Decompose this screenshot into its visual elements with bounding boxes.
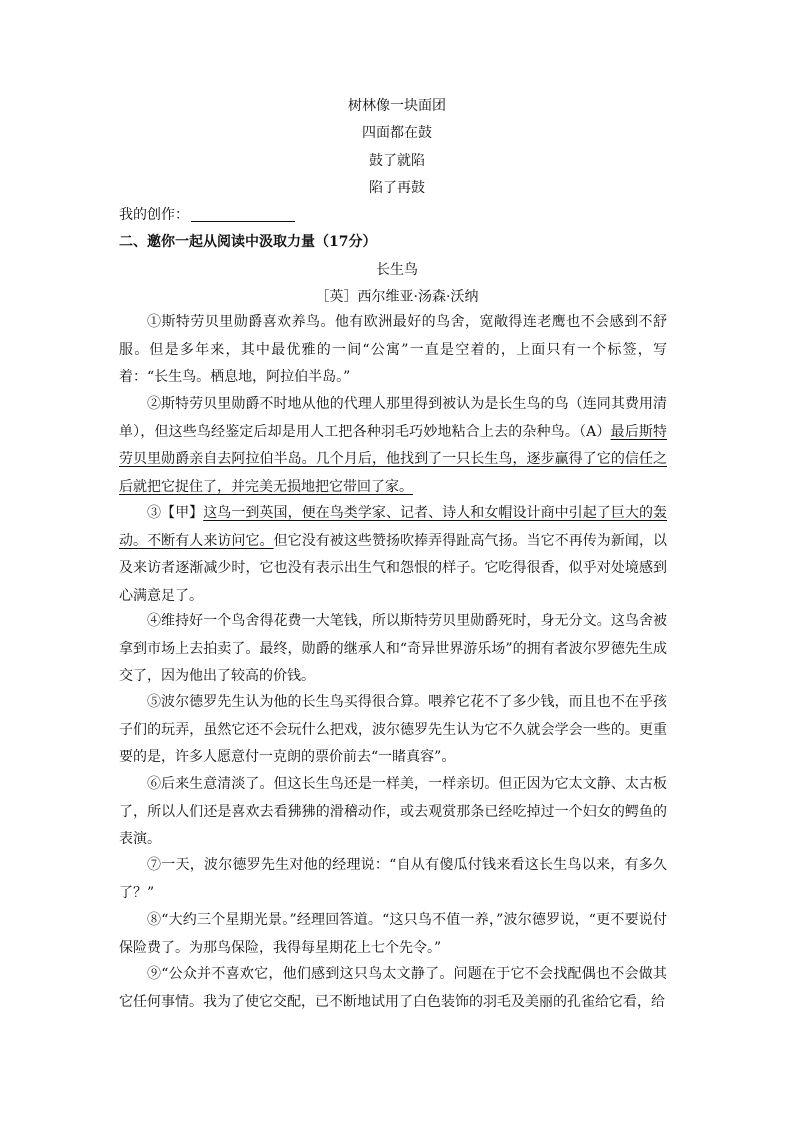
- paragraph-9: ⑨“公众并不喜欢它，他们感到这只鸟太文静了。问题在于它不会找配偶也不会做其它任何事情。我为了使它交配，已不断地试用了白色装饰的羽毛及美丽的孔雀给它看，给: [119, 966, 667, 1010]
- poem-line-1: 树林像一块面团: [348, 98, 446, 114]
- paragraph-4: ④维持好一个鸟舍得花费一大笔钱，所以斯特劳贝里勋爵死时，身无分文。这鸟舍被拿到市场上去拍卖了。最终，勋爵的继承人和“奇异世界游乐场”的拥有者波尔罗德先生成交了，因为他出了较高的价钱。: [119, 613, 667, 684]
- story-title: 长生鸟: [376, 262, 418, 278]
- creation-answer-blank[interactable]: [191, 207, 295, 222]
- paragraph-3-text: 但它没有被这些赞扬吹捧弄得趾高气扬。当它不再传为新闻，以及来访者逐渐减少时，它也没有表示出生气和怨恨的样子。它吃得很香，似乎对处境感到心满意足了。: [119, 532, 668, 604]
- paragraph-3: [119, 500, 667, 610]
- creation-label: 我的创作：: [119, 207, 189, 223]
- paragraph-7: ⑦一天，波尔德罗先生对他的经理说：“自从有傻瓜付钱来看这长生鸟以来，有多久了？”: [119, 857, 667, 901]
- paragraph-3-underlined-sentence: 这鸟一到英国，便在鸟类学家、记者、诗人和女帽设计商中引起了巨大的轰动。不断有人来访问它。: [119, 505, 668, 549]
- paragraph-3-marker: ③【甲】: [147, 505, 204, 521]
- paragraph-2: [119, 391, 667, 501]
- section-title: 二、邀你一起从阅读中汲取力量（17分）: [119, 234, 377, 250]
- creation-prompt: [119, 206, 667, 224]
- paragraph-1: ①斯特劳贝里勋爵喜欢养鸟。他有欧洲最好的鸟舍，宽敞得连老鹰也不会感到不舒服。但是多年来，其中最优雅的一间“公寓”一直是空着的，上面只有一个标签，写着：“长生鸟。栖息地，阿拉伯半岛。”: [119, 314, 667, 385]
- paragraph-8: ⑧“大约三个星期光景。”经理回答道。“这只鸟不值一养，”波尔德罗说，“更不要说付保险费了。为那鸟保险，我得每星期花上七个先令。”: [119, 912, 667, 956]
- story-author: ［英］西尔维亚·汤森·沃纳: [315, 289, 479, 305]
- poem-line-3: 鼓了就陷: [369, 153, 425, 169]
- paragraph-5: ⑤波尔德罗先生认为他的长生鸟买得很合算。喂养它花不了多少钱，而且也不在乎孩子们的玩弄，虽然它还不会玩什么把戏，波尔德罗先生认为它不久就会学会一些的。更重要的是，许多人愿意付一克朗的票价前去“一睹真容”。: [119, 694, 667, 765]
- paragraph-6: ⑥后来生意清淡了。但这长生鸟还是一样美，一样亲切。但正因为它太文静、太古板了，所以人们还是喜欢去看狒狒的滑稽动作，或去观赏那条已经吃掉过一个妇女的鳄鱼的表演。: [119, 776, 667, 847]
- paragraph-2-underlined-sentence: 最后斯特劳贝里勋爵亲自去阿拉伯半岛。几个月后，他找到了一只长生鸟，逐步赢得了它的信任之后就把它捉住了，并完美无损地把它带回了家。: [119, 423, 668, 495]
- poem-line-4: 陷了再鼓: [369, 180, 425, 196]
- paragraph-2-text: ②斯特劳贝里勋爵不时地从他的代理人那里得到被认为是长生鸟的鸟（连同其费用清单），但这些鸟经鉴定后却是用人工把各种羽毛巧妙地粘合上去的杂种鸟。（A）: [119, 396, 667, 440]
- poem-line-2: 四面都在鼓: [362, 125, 432, 141]
